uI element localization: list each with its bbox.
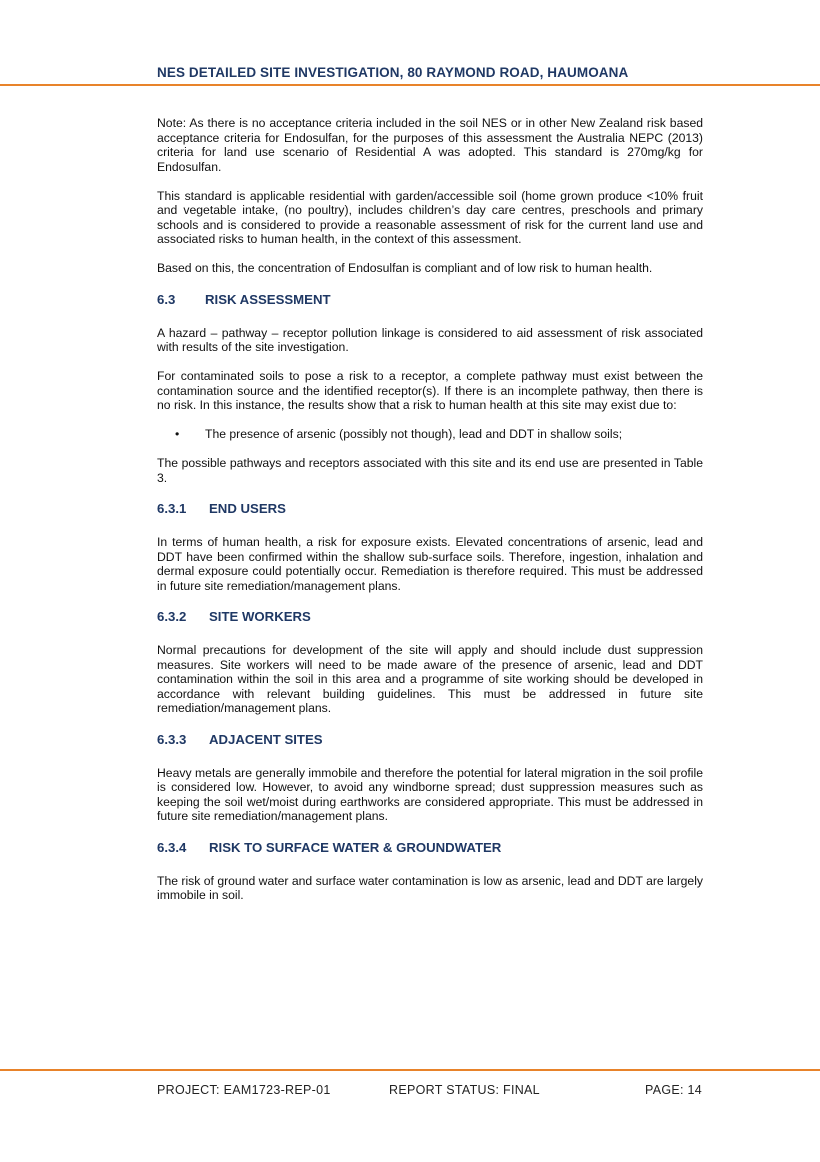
footer-project: PROJECT: EAM1723-REP-01 bbox=[157, 1083, 331, 1097]
paragraph-end-users: In terms of human health, a risk for exposure exists. Elevated concentrations of arsenic, lead and DDT have been confirmed within the shallow sub-surface soils. Therefore, ingestion, inhalation and dermal exposure could potentially occur. Remediation is therefore required. This must be addressed in future site remediation/management plans. bbox=[157, 535, 703, 593]
bullet-icon: • bbox=[175, 427, 180, 441]
section-title: RISK ASSESSMENT bbox=[205, 291, 331, 307]
paragraph-pathways-table-ref: The possible pathways and receptors associated with this site and its end use are presented in Table 3. bbox=[157, 456, 703, 485]
section-heading-6-3-3 bbox=[157, 732, 703, 747]
paragraph-endosulfan-note: Note: As there is no acceptance criteria included in the soil NES or in other New Zealand risk based acceptance criteria for Endosulfan, for the purposes of this assessment the Australia NEPC (2013) criteria for land use scenario of Residential A was adopted. This standard is 270mg/kg for Endosulfan. bbox=[157, 116, 703, 174]
paragraph-endosulfan-compliance: Based on this, the concentration of Endosulfan is compliant and of low risk to human health. bbox=[157, 261, 653, 275]
paragraph-complete-pathway: For contaminated soils to pose a risk to a receptor, a complete pathway must exist between the contamination source and the identified receptor(s). If there is an incomplete pathway, then there is no risk. In this instance, the results show that a risk to human health at this site may exist due to: bbox=[157, 369, 703, 412]
paragraph-standard-applicability: This standard is applicable residential with garden/accessible soil (home grown produce <10% fruit and vegetable intake, (no poultry), includes children’s day care centres, preschools and primary schools and is considered to provide a reasonable assessment of risk for the current land use and associated risks to human health, in the context of this assessment. bbox=[157, 188, 703, 246]
section-title: SITE WORKERS bbox=[209, 609, 311, 624]
section-heading-6-3-2 bbox=[157, 609, 703, 624]
document-body bbox=[157, 116, 703, 917]
section-heading-6-3 bbox=[157, 292, 703, 307]
section-title: END USERS bbox=[209, 501, 286, 516]
page-header-title: NES DETAILED SITE INVESTIGATION, 80 RAYMOND ROAD, HAUMOANA bbox=[157, 65, 629, 80]
paragraph-site-workers: Normal precautions for development of the site will apply and should include dust suppression measures. Site workers will need to be made aware of the presence of arsenic, lead and DDT contamination within the soil in this area and a programme of site working should be developed in accordance with relevant building guidelines. This must be addressed in future site remediation/management plans. bbox=[157, 643, 703, 715]
section-number: 6.3.3 bbox=[157, 731, 187, 747]
section-number: 6.3.4 bbox=[157, 839, 187, 855]
footer-divider bbox=[0, 1069, 820, 1071]
section-title: ADJACENT SITES bbox=[209, 731, 323, 747]
paragraph-surface-water-groundwater: The risk of ground water and surface water contamination is low as arsenic, lead and DDT are largely immobile in soil. bbox=[157, 873, 703, 902]
bullet-text: The presence of arsenic (possibly not though), lead and DDT in shallow soils; bbox=[205, 427, 623, 441]
section-heading-6-3-1 bbox=[157, 501, 703, 516]
section-number: 6.3 bbox=[157, 291, 176, 307]
header-divider bbox=[0, 84, 820, 86]
bullet-item bbox=[157, 427, 703, 442]
footer-page-number: PAGE: 14 bbox=[645, 1083, 703, 1097]
footer-report-status: REPORT STATUS: FINAL bbox=[389, 1083, 540, 1097]
section-heading-6-3-4 bbox=[157, 840, 703, 855]
section-title: RISK TO SURFACE WATER & GROUNDWATER bbox=[209, 839, 502, 855]
section-number: 6.3.1 bbox=[157, 501, 187, 516]
paragraph-adjacent-sites: Heavy metals are generally immobile and therefore the potential for lateral migration in the soil profile is considered low. However, to avoid any windborne spread; dust suppression measures such as keeping the soil wet/moist during earthworks are considered appropriate. This must be addressed in future site remediation/management plans. bbox=[157, 765, 703, 823]
paragraph-pollution-linkage: A hazard – pathway – receptor pollution linkage is considered to aid assessment of risk associated with results of the site investigation. bbox=[157, 325, 703, 354]
section-number: 6.3.2 bbox=[157, 609, 187, 624]
